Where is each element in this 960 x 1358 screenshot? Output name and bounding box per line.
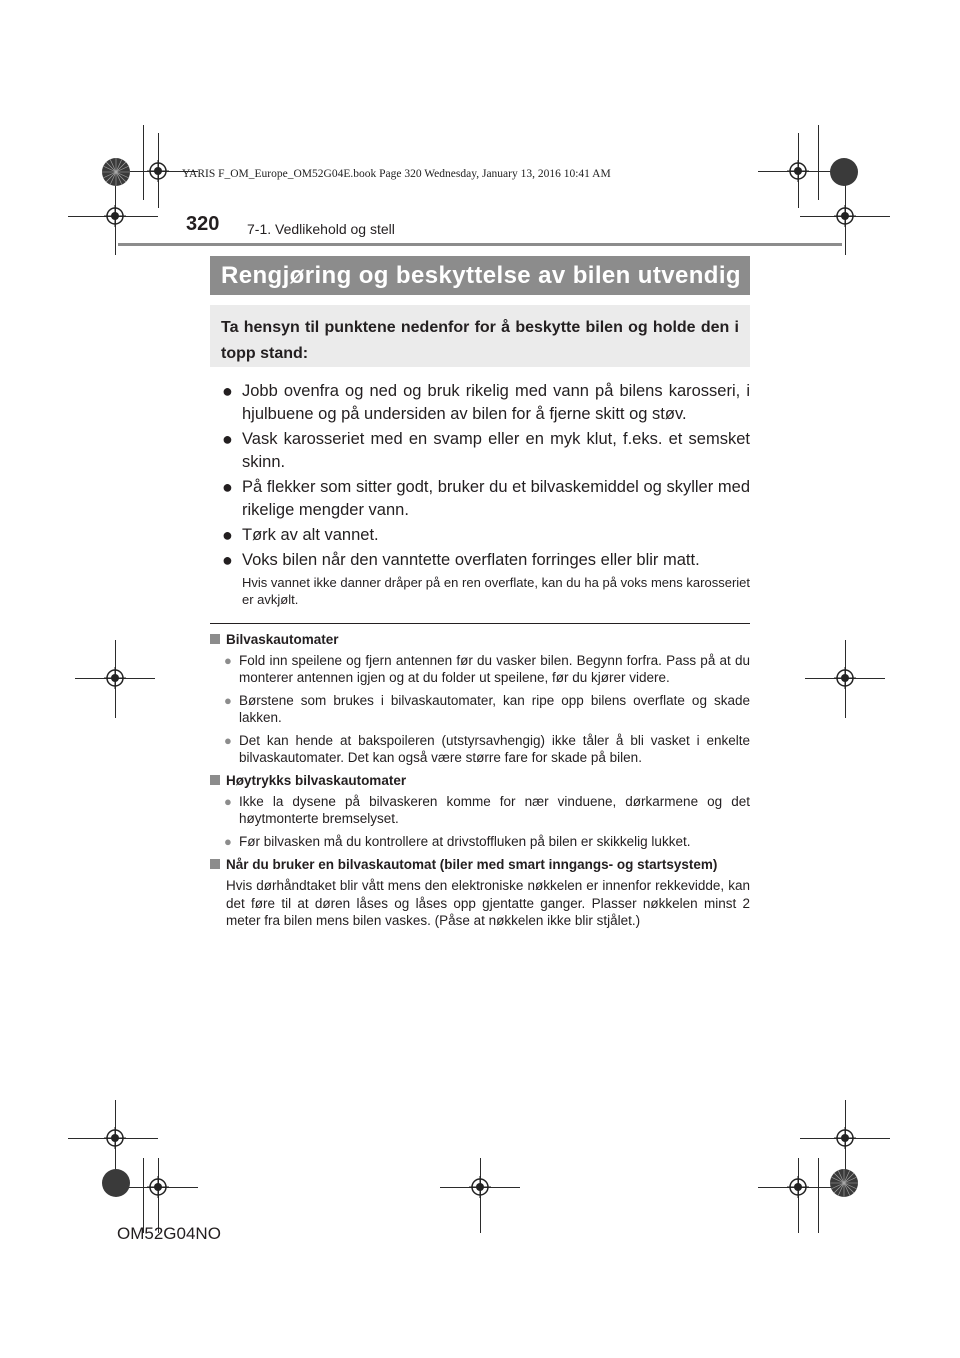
registration-target-icon (469, 1176, 491, 1198)
registration-target-icon (104, 1127, 126, 1149)
bullet-dot-icon: ● (222, 477, 233, 497)
list-item-text: Vask karosseriet med en svamp eller en myk klut, f.eks. et semsket skinn. (242, 430, 750, 471)
registration-target-icon (834, 205, 856, 227)
list-item-text: Før bilvasken må du kontrollere at drivstoffluken på bilen er skikkelig lukket. (239, 834, 691, 849)
square-bullet-icon (210, 859, 220, 869)
list-item (222, 549, 750, 572)
sunburst-mark-icon (829, 1168, 859, 1198)
list-item (210, 652, 750, 686)
list-item (210, 732, 750, 766)
intro-text: Ta hensyn til punktene nedenfor for å beskytte bilen og holde den i topp stand: (221, 319, 739, 362)
intro-box (210, 305, 750, 367)
sunburst-mark-icon (101, 157, 131, 187)
bullet-dot-icon: ● (224, 794, 232, 809)
list-item (222, 380, 750, 426)
section-heading (210, 772, 750, 789)
section-body: Hvis dørhåndtaket blir vått mens den elektroniske nøkkelen er innenfor rekkevidde, kan det føre til at døren låses og låses opp gjentatte ganger. Plasser nøkkelen minst 2 meter fra bilen mens bilen vaskes. (Påse at nøkkelen ikke blir stjålet.) (226, 878, 750, 928)
title-bar (210, 256, 750, 295)
registration-target-icon (147, 160, 169, 182)
section-heading-text: Når du bruker en bilvaskautomat (biler med smart inngangs- og startsystem) (226, 857, 718, 872)
list-item-text: På flekker som sitter godt, bruker du et bilvaskemiddel og skyller med rikelige mengder vann. (242, 478, 750, 519)
registration-target-icon (147, 1176, 169, 1198)
sunburst-mark-icon (829, 157, 859, 187)
registration-target-icon (787, 1176, 809, 1198)
bullet-dot-icon: ● (224, 693, 232, 708)
registration-target-icon (787, 160, 809, 182)
list-item-text: Børstene som brukes i bilvaskautomater, kan ripe opp bilens overflate og skade lakken. (239, 693, 750, 725)
list-item (222, 428, 750, 474)
list-item-text: Jobb ovenfra og ned og bruk rikelig med vann på bilens karosseri, i hjulbuene og på undersiden av bilen for å fjerne skitt og støv. (242, 382, 750, 423)
bullet-dot-icon: ● (222, 550, 233, 570)
header-rule (118, 243, 842, 246)
registration-target-icon (834, 1127, 856, 1149)
square-bullet-icon (210, 634, 220, 644)
section-heading (210, 631, 750, 648)
bullet-dot-icon: ● (224, 834, 232, 849)
bullet-dot-icon: ● (224, 733, 232, 748)
list-item (210, 833, 750, 850)
list-item-text: Tørk av alt vannet. (242, 526, 379, 544)
list-item (210, 692, 750, 726)
page-number: 320 (186, 213, 220, 235)
square-bullet-icon (210, 775, 220, 785)
list-item-text: Det kan hende at bakspoileren (utstyrsavhengig) ikke tåler å bli vasket i enkelte bilvaskautomater. Det kan også være større fare for skade på bilen. (239, 733, 750, 765)
info-sections (210, 631, 750, 930)
list-item (222, 476, 750, 522)
registration-target-icon (104, 667, 126, 689)
bullet-note: Hvis vannet ikke danner dråper på en ren overflate, kan du ha på voks mens karosseriet er avkjølt. (242, 575, 750, 607)
bullet-dot-icon: ● (224, 653, 232, 668)
list-item (210, 793, 750, 827)
section-label: 7-1. Vedlikehold og stell (247, 221, 395, 237)
footer-code: OM52G04NO (117, 1224, 221, 1243)
registration-target-icon (834, 667, 856, 689)
bullet-dot-icon: ● (222, 381, 233, 401)
list-item-text: Voks bilen når den vanntette overflaten forringes eller blir matt. (242, 551, 700, 569)
section-divider (210, 623, 750, 624)
registration-target-icon (104, 205, 126, 227)
list-item-text: Fold inn speilene og fjern antennen før du vasker bilen. Begynn forfra. Pass på at du monterer antennen igjen og at du folder ut speilene, før du kjører videre. (239, 653, 750, 685)
list-item (222, 524, 750, 547)
bullet-dot-icon: ● (222, 525, 233, 545)
page-title: Rengjøring og beskyttelse av bilen utvendig (221, 261, 741, 289)
section-heading-text: Høytrykks bilvaskautomater (226, 773, 407, 788)
sunburst-mark-icon (101, 1168, 131, 1198)
print-info: YARIS F_OM_Europe_OM52G04E.book Page 320 Wednesday, January 13, 2016 10:41 AM (182, 168, 611, 180)
list-item-text: Ikke la dysene på bilvaskeren komme for nær vinduene, dørkarmene og det høytmonterte bremselyset. (239, 794, 750, 826)
bullet-dot-icon: ● (222, 429, 233, 449)
section-heading-text: Bilvaskautomater (226, 632, 339, 647)
section-heading (210, 856, 750, 873)
main-bullet-list (222, 380, 750, 608)
